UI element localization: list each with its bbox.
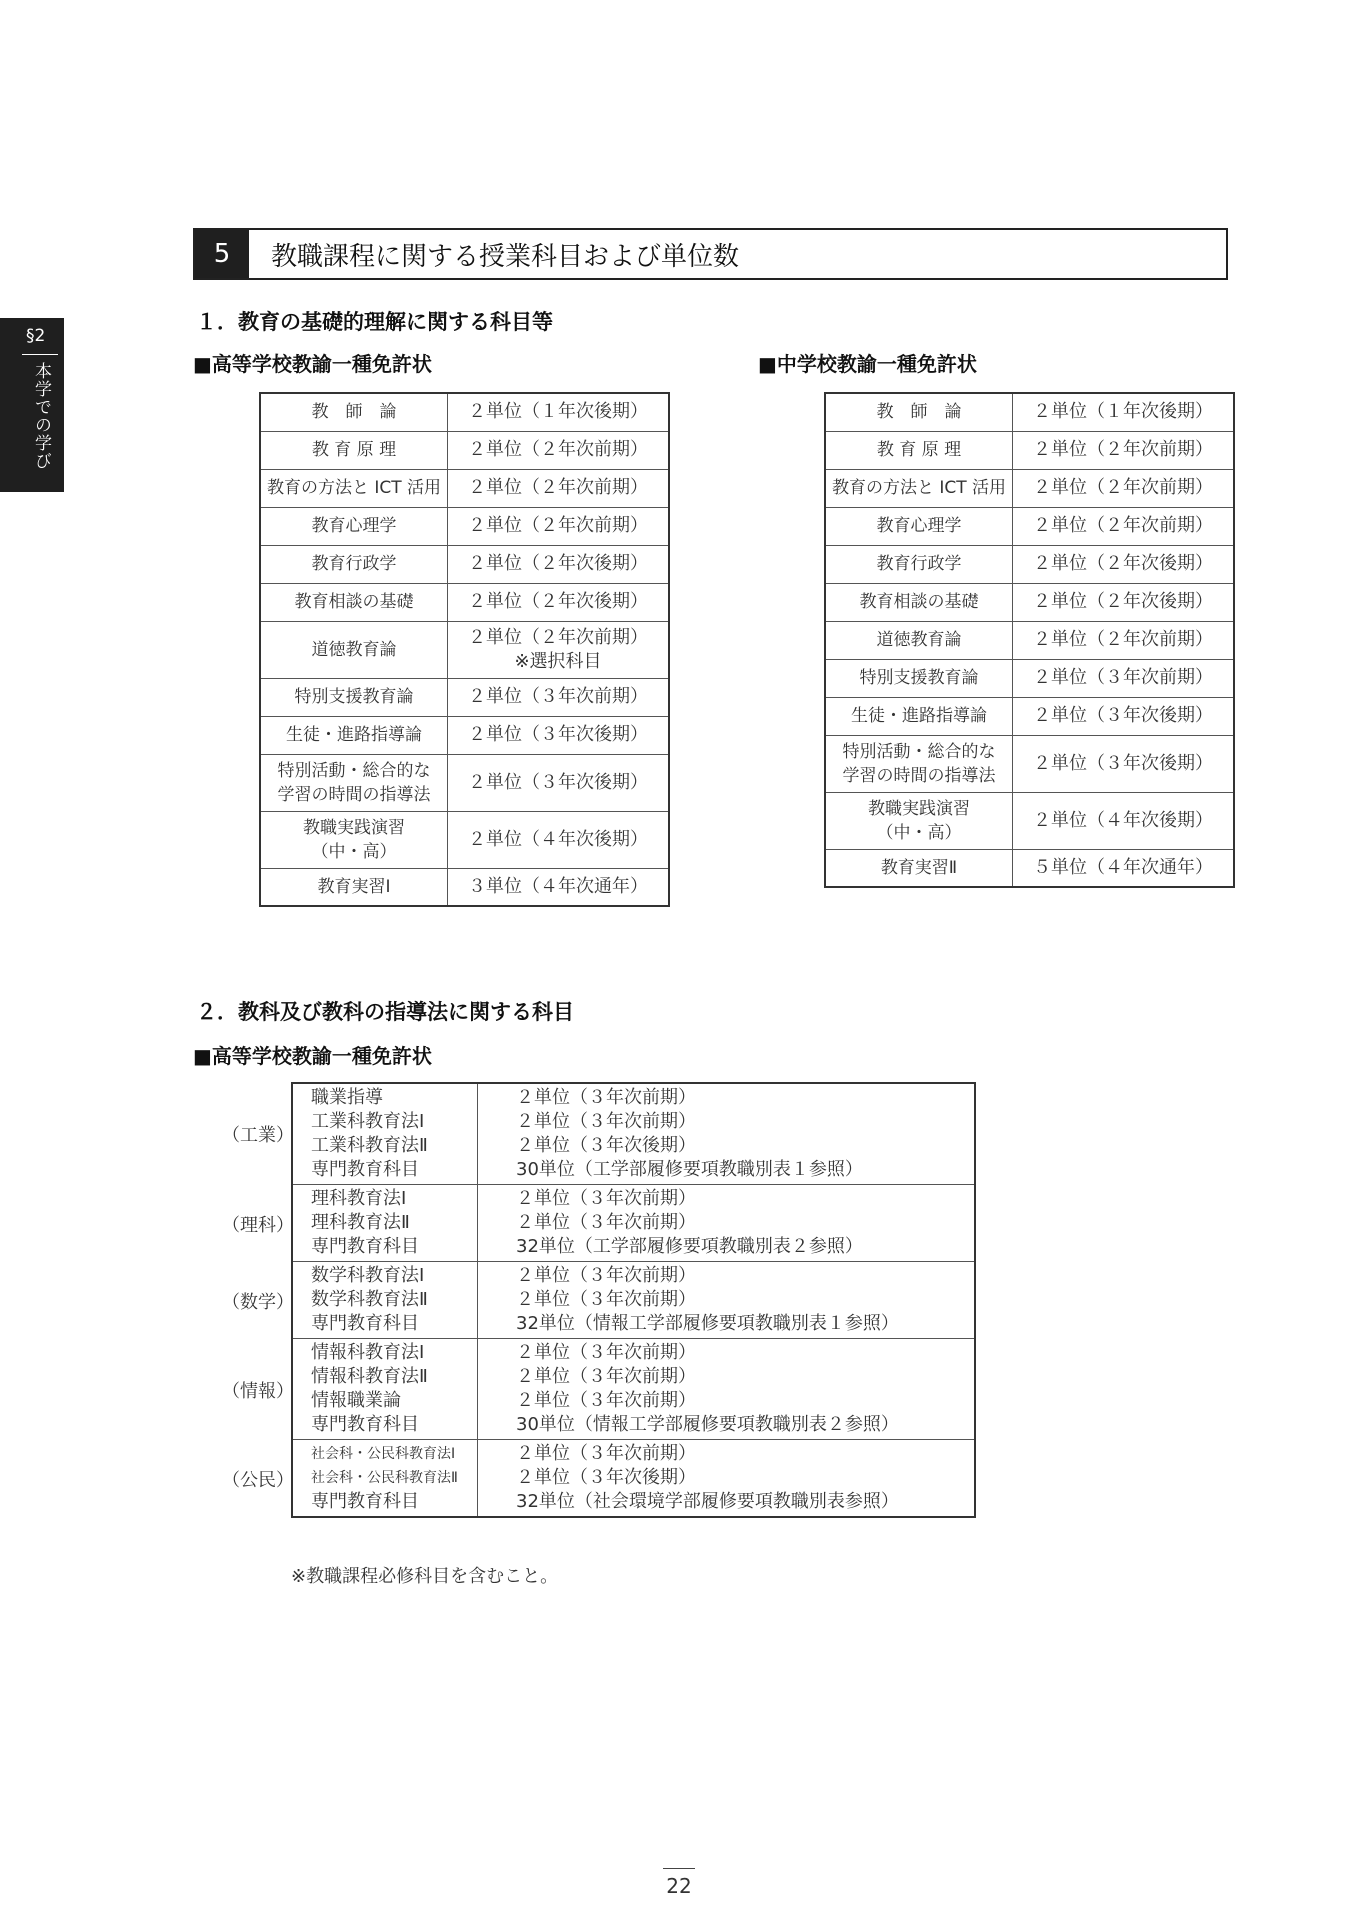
- table-row: [260, 678, 669, 716]
- units-cell: [1013, 393, 1235, 431]
- course-name: 社会科・公民科教育法Ⅱ: [311, 1470, 458, 1486]
- subject-cell: [260, 469, 448, 507]
- units-value: ２単位（１年次後期）: [1033, 401, 1213, 423]
- subject-cell: [825, 697, 1013, 735]
- table-row: [825, 469, 1234, 507]
- table-row: [825, 735, 1234, 792]
- course-units: 32単位（情報工学部履修要項教職別表１参照）: [516, 1313, 899, 1334]
- subject-name: 教育の方法と ICT 活用: [831, 478, 1007, 498]
- table-row: [260, 621, 669, 678]
- course-units: ２単位（３年次前期）: [516, 1265, 696, 1286]
- course-units: ２単位（３年次後期）: [516, 1467, 696, 1488]
- units-cell: [448, 507, 670, 545]
- course-name: 専門教育科目: [311, 1414, 419, 1435]
- high-school-basics-table: [259, 392, 670, 907]
- units-cell: [448, 545, 670, 583]
- table-row: [825, 849, 1234, 887]
- subject-group-row: [292, 1083, 975, 1185]
- high-school-license-title: ■高等学校教諭一種免許状: [193, 352, 432, 376]
- subject-name: 教 師 論: [311, 402, 397, 423]
- course-name: 専門教育科目: [311, 1491, 419, 1512]
- subject-name: 教 育 原 理: [311, 440, 397, 460]
- subject-cell: [825, 735, 1013, 792]
- table-row: [260, 868, 669, 906]
- subject-field-label: （工業）: [222, 1125, 294, 1146]
- side-tab-section-number: §2: [26, 326, 46, 346]
- subject-name: 教育実習Ⅰ: [317, 876, 391, 897]
- part1-heading: １．教育の基礎的理解に関する科目等: [196, 310, 553, 334]
- units-cell: [448, 393, 670, 431]
- course-units-cell: [478, 1185, 976, 1262]
- section-title: 教職課程に関する授業科目および単位数: [271, 241, 740, 272]
- subject-group-row: [292, 1440, 975, 1518]
- units-cell: [448, 716, 670, 754]
- units-cell: [1013, 431, 1235, 469]
- table-row: [260, 431, 669, 469]
- course-name: 社会科・公民科教育法Ⅰ: [311, 1446, 456, 1462]
- subject-name: 教育の方法と ICT 活用: [266, 478, 442, 498]
- units-value: ２単位（２年次前期）: [1033, 629, 1213, 650]
- subject-cell: [260, 393, 448, 431]
- units-cell: [1013, 507, 1235, 545]
- subject-cell: [260, 754, 448, 811]
- subject-cell: [825, 431, 1013, 469]
- course-name: 工業科教育法Ⅰ: [311, 1111, 425, 1132]
- units-cell: [1013, 735, 1235, 792]
- units-cell: [1013, 583, 1235, 621]
- table-row: [260, 583, 669, 621]
- side-tab-divider: [22, 354, 58, 355]
- units-cell: [448, 678, 670, 716]
- units-value: ２単位（３年次後期）: [468, 724, 648, 745]
- subject-cell: [260, 811, 448, 868]
- subject-name: 特別活動・総合的な: [277, 760, 431, 781]
- subject-name: 特別支援教育論: [859, 668, 979, 688]
- units-value: ２単位（４年次後期）: [1033, 809, 1213, 831]
- subject-name: 特別支援教育論: [294, 687, 414, 707]
- subject-name: 教職実践演習: [868, 798, 970, 819]
- subject-cell: [825, 393, 1013, 431]
- units-value: ２単位（３年次前期）: [1033, 667, 1213, 688]
- part2-heading: ２．教科及び教科の指導法に関する科目: [196, 1000, 574, 1024]
- subject-cell: [260, 716, 448, 754]
- course-units: 32単位（社会環境学部履修要項教職別表参照）: [516, 1491, 899, 1512]
- subject-field-label: （数学）: [222, 1291, 294, 1313]
- subject-name: 特別活動・総合的な: [842, 741, 996, 762]
- subject-cell: [825, 621, 1013, 659]
- course-units: ２単位（３年次前期）: [516, 1212, 696, 1233]
- table-row: [260, 754, 669, 811]
- course-units: ２単位（３年次前期）: [516, 1390, 696, 1411]
- units-cell: [1013, 697, 1235, 735]
- subject-group-row: [292, 1185, 975, 1262]
- section-header: [193, 228, 1228, 280]
- course-units: 32単位（工学部履修要項教職別表２参照）: [516, 1236, 863, 1257]
- course-units: ２単位（３年次前期）: [516, 1289, 696, 1310]
- subject-group-row: [292, 1339, 975, 1440]
- course-units-cell: [478, 1440, 976, 1518]
- course-units: ２単位（３年次前期）: [516, 1087, 696, 1108]
- middle-school-basics-table: [824, 392, 1235, 888]
- course-names-cell: [292, 1440, 478, 1518]
- middle-school-license-title: ■中学校教諭一種免許状: [758, 352, 977, 376]
- units-cell: [448, 431, 670, 469]
- units-value: ２単位（２年次前期）: [1033, 515, 1213, 536]
- units-cell: [448, 811, 670, 868]
- units-cell: [448, 583, 670, 621]
- course-name: 職業指導: [311, 1087, 383, 1108]
- units-cell: [1013, 545, 1235, 583]
- subject-name: 教職実践演習: [303, 817, 405, 838]
- subject-cell: [260, 678, 448, 716]
- course-name: 理科教育法Ⅰ: [311, 1188, 407, 1209]
- units-cell: [1013, 849, 1235, 887]
- course-units: 30単位（情報工学部履修要項教職別表２参照）: [516, 1414, 899, 1435]
- units-value: ２単位（２年次後期）: [468, 553, 648, 574]
- units-value: ３単位（４年次通年）: [468, 875, 648, 897]
- subject-cell: [260, 583, 448, 621]
- subject-cell: [825, 659, 1013, 697]
- subject-field-label: （情報）: [222, 1380, 294, 1402]
- units-value: ２単位（２年次後期）: [468, 591, 648, 612]
- course-name: 専門教育科目: [311, 1159, 419, 1180]
- units-value: ２単位（１年次後期）: [468, 401, 648, 423]
- subject-cell: [825, 469, 1013, 507]
- units-cell: [448, 469, 670, 507]
- subject-name: 生徒・進路指導論: [851, 706, 987, 726]
- units-cell: [1013, 659, 1235, 697]
- units-value: ２単位（２年次前期）: [1033, 439, 1213, 460]
- units-value: ２単位（２年次後期）: [1033, 591, 1213, 612]
- table-row: [825, 583, 1234, 621]
- table-row: [260, 393, 669, 431]
- side-section-tab: [0, 318, 64, 492]
- table-row: [260, 716, 669, 754]
- units-cell: [448, 621, 670, 678]
- table-row: [825, 659, 1234, 697]
- subject-name: 道徳教育論: [311, 639, 397, 660]
- subject-cell: [260, 431, 448, 469]
- course-units: ２単位（３年次前期）: [516, 1188, 696, 1209]
- page-number-rule: [663, 1868, 695, 1869]
- course-units: ２単位（３年次前期）: [516, 1111, 696, 1132]
- course-name: 情報科教育法Ⅰ: [311, 1342, 425, 1363]
- subject-name: 教育実習Ⅱ: [880, 857, 958, 878]
- course-units-cell: [478, 1083, 976, 1185]
- subject-cell: [260, 507, 448, 545]
- subject-name: 教 師 論: [876, 402, 962, 423]
- table-row: [260, 507, 669, 545]
- subject-name: 学習の時間の指導法: [842, 765, 996, 786]
- subject-group-row: [292, 1262, 975, 1339]
- subject-name: 教育心理学: [876, 516, 962, 536]
- course-name: 情報職業論: [311, 1390, 401, 1411]
- subject-name: 生徒・進路指導論: [286, 725, 422, 745]
- part2-license-title: ■高等学校教諭一種免許状: [193, 1044, 432, 1068]
- course-name: 専門教育科目: [311, 1313, 419, 1334]
- course-name: 数学科教育法Ⅱ: [311, 1289, 428, 1310]
- table-row: [825, 545, 1234, 583]
- subject-name: 教育行政学: [876, 554, 962, 574]
- units-value: ２単位（２年次前期）: [468, 626, 648, 648]
- table-row: [260, 469, 669, 507]
- course-units: ２単位（３年次後期）: [516, 1135, 696, 1156]
- subject-cell: [825, 792, 1013, 849]
- subject-cell: [260, 545, 448, 583]
- subject-cell: [260, 621, 448, 678]
- course-names-cell: [292, 1339, 478, 1440]
- subject-name: 教育相談の基礎: [294, 592, 414, 612]
- table-row: [260, 545, 669, 583]
- subject-cell: [260, 868, 448, 906]
- subject-field-label: （理科）: [222, 1214, 294, 1236]
- subject-name: 教育心理学: [311, 516, 397, 536]
- subject-cell: [825, 507, 1013, 545]
- units-cell: [1013, 621, 1235, 659]
- table-row: [825, 621, 1234, 659]
- units-value: ２単位（２年次前期）: [468, 477, 648, 498]
- units-value: ５単位（４年次通年）: [1033, 856, 1213, 878]
- subject-field-label: （公民）: [222, 1470, 294, 1491]
- units-cell: [1013, 792, 1235, 849]
- subject-cell: [825, 583, 1013, 621]
- table-row: [825, 507, 1234, 545]
- subject-cell: [825, 849, 1013, 887]
- course-units: ２単位（３年次前期）: [516, 1366, 696, 1387]
- side-tab-label: 本学での学び: [31, 362, 51, 470]
- subject-name: 教育行政学: [311, 554, 397, 574]
- course-name: 理科教育法Ⅱ: [311, 1212, 410, 1233]
- course-units-cell: [478, 1262, 976, 1339]
- course-units: ２単位（３年次前期）: [516, 1443, 696, 1464]
- table-row: [825, 697, 1234, 735]
- course-units: 30単位（工学部履修要項教職別表１参照）: [516, 1159, 863, 1180]
- units-value: ２単位（３年次前期）: [468, 686, 648, 707]
- course-names-cell: [292, 1185, 478, 1262]
- subject-name: （中・高）: [876, 822, 962, 843]
- course-names-cell: [292, 1262, 478, 1339]
- table-row: [260, 811, 669, 868]
- table-row: [825, 792, 1234, 849]
- subject-name: 学習の時間の指導法: [277, 784, 431, 805]
- units-value: ２単位（２年次前期）: [468, 515, 648, 536]
- subject-name: 教育相談の基礎: [859, 592, 979, 612]
- course-name: 工業科教育法Ⅱ: [311, 1135, 428, 1156]
- subject-teaching-table: [291, 1082, 976, 1518]
- section-number: 5: [195, 230, 249, 278]
- footnote: ※教職課程必修科目を含むこと。: [291, 1566, 559, 1587]
- course-units: ２単位（３年次前期）: [516, 1342, 696, 1363]
- units-value: ２単位（２年次前期）: [1033, 477, 1213, 498]
- page-number: 22: [666, 1874, 692, 1898]
- units-value: ２単位（３年次後期）: [1033, 705, 1213, 726]
- subject-name: （中・高）: [311, 841, 397, 862]
- course-name: 数学科教育法Ⅰ: [311, 1265, 425, 1286]
- units-value: ２単位（２年次後期）: [1033, 553, 1213, 574]
- subject-name: 道徳教育論: [876, 630, 962, 650]
- course-name: 専門教育科目: [311, 1236, 419, 1257]
- subject-cell: [825, 545, 1013, 583]
- table-row: [825, 431, 1234, 469]
- subject-name: 教 育 原 理: [876, 440, 962, 460]
- course-units-cell: [478, 1339, 976, 1440]
- units-value: ２単位（４年次後期）: [468, 828, 648, 850]
- units-cell: [1013, 469, 1235, 507]
- units-cell: [448, 754, 670, 811]
- course-name: 情報科教育法Ⅱ: [311, 1366, 428, 1387]
- units-value: ※選択科目: [514, 650, 602, 672]
- units-value: ２単位（３年次後期）: [1033, 752, 1213, 774]
- units-value: ２単位（３年次後期）: [468, 771, 648, 793]
- table-row: [825, 393, 1234, 431]
- course-names-cell: [292, 1083, 478, 1185]
- units-cell: [448, 868, 670, 906]
- units-value: ２単位（２年次前期）: [468, 439, 648, 460]
